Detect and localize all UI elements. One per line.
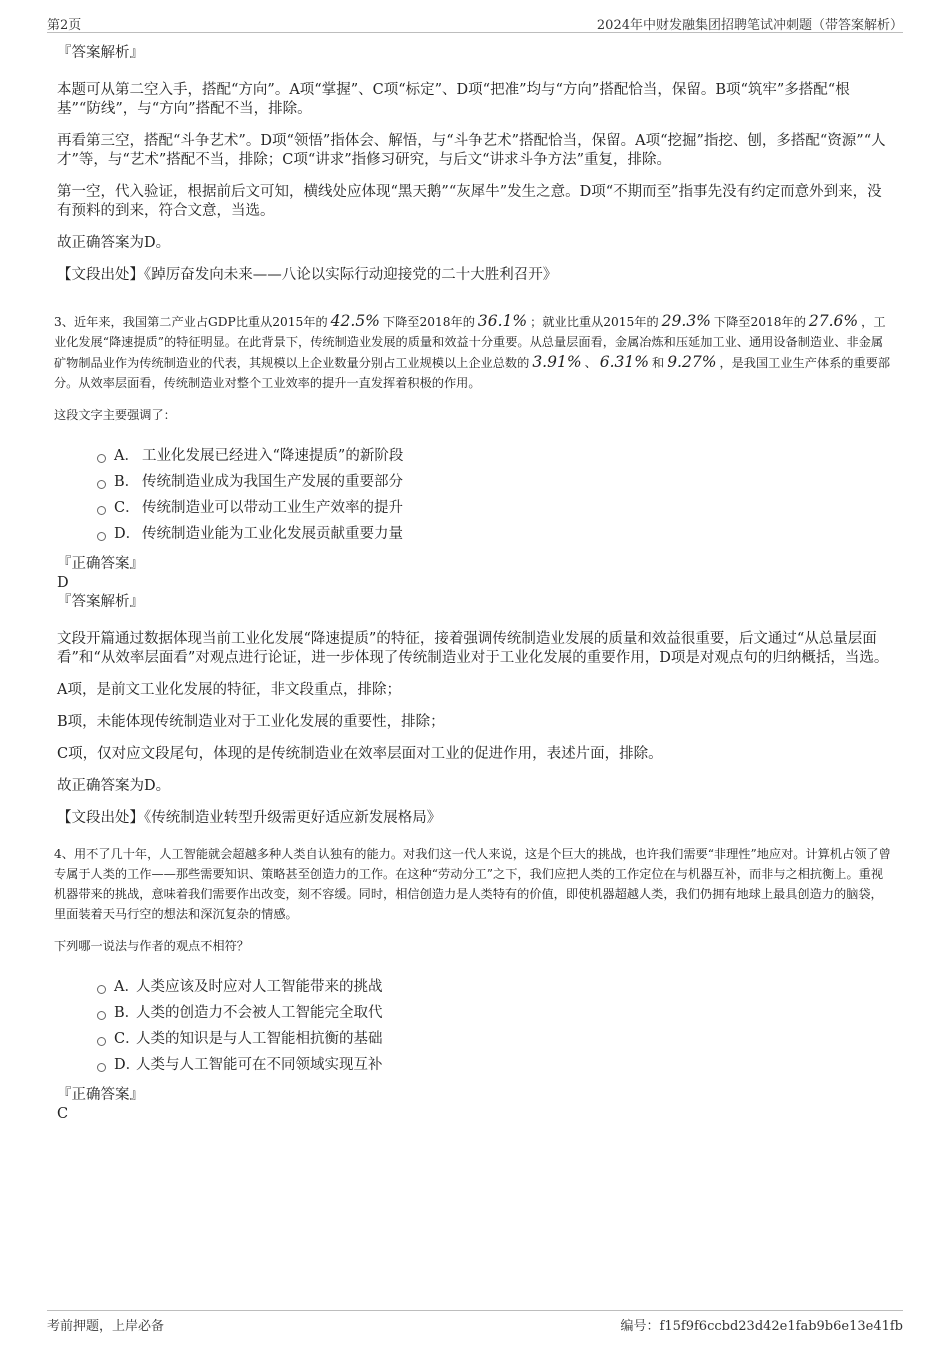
q3-analysis-label: 『答案解析』 [57,594,144,610]
radio-icon[interactable] [97,985,106,994]
q3-option-a[interactable] [97,443,892,469]
q3-analysis-para-4: C项，仅对应文段尾句，体现的是传统制造业在效率层面对工业的促进作用，表述片面，排除。 [57,746,663,762]
q4-answer: C [57,1106,69,1122]
q4-options [97,974,892,1078]
radio-icon[interactable] [97,1011,106,1020]
q3-value: 6.31% [599,353,649,371]
option-text: 工业化发展已经进入“降速提质”的新阶段 [142,448,404,464]
q3-analysis-para-2: A项，是前文工业化发展的特征，非文段重点，排除； [57,682,401,698]
option-key: C． [114,500,140,516]
q2-conclusion: 故正确答案为D。 [57,235,171,251]
radio-icon[interactable] [97,532,106,541]
q2-analysis-para-2: 再看第三空，搭配“斗争艺术”。D项“领悟”指体会、解悟，与“斗争艺术”搭配恰当，保留。A项“挖掘”指挖、刨，多搭配“资源”“人才”等，与“艺术”搭配不当，排除；C项“讲求”指修习研究，与后文“讲求斗争方法”重复，排除。 [57,133,886,168]
option-text: 传统制造业成为我国生产发展的重要部分 [142,474,403,490]
q2-analysis-label: 『答案解析』 [57,45,144,61]
option-key: A． [114,979,139,995]
q3-text: 下降至2018年的 [713,315,806,329]
option-text: 人类应该及时应对人工智能带来的挑战 [136,979,383,995]
option-key: C． [114,1031,140,1047]
q2-source: 【文段出处】《踔厉奋发向未来——八论以实际行动迎接党的二十大胜利召开》 [57,267,558,283]
page-number: 第2页 [47,18,82,33]
q3-answer-label: 『正确答案』 [57,556,144,572]
option-key: B． [114,474,140,490]
q2-analysis-para-3: 第一空，代入验证，根据前后文可知，横线处应体现“黑天鹅”“灰犀牛”发生之意。D项“不期而至”指事先没有约定而意外到来，没有预料的到来，符合文意，当选。 [57,184,882,219]
q3-source: 【文段出处】《传统制造业转型升级需更好适应新发展格局》 [57,810,442,826]
page-header [47,12,903,33]
q3-text: ，是我国工业生产体系的重要部分。从效率层面看，传统制造业对整个工业效率的提升一直发挥着积极的作用。 [54,356,891,390]
q3-options [97,443,892,547]
q3-analysis-para-3: B项，未能体现传统制造业对于工业化发展的重要性，排除； [57,714,445,730]
q3-text: 下降至2018年的 [382,315,475,329]
option-text: 人类的知识是与人工智能相抗衡的基础 [136,1031,383,1047]
option-key: D． [114,1057,141,1073]
q4-answer-label: 『正确答案』 [57,1087,144,1103]
q3-text: 3、近年来，我国第二产业占GDP比重从2015年的 [54,315,328,329]
radio-icon[interactable] [97,506,106,515]
q4-stem: 4、用不了几十年，人工智能就会超越多种人类自认独有的能力。对我们这一代人来说，这是个巨大的挑战，也许我们需要“非理性”地应对。计算机占领了曾专属于人类的工作——那些需要知识、策略甚至创造力的工作。在这种“劳动分工”之下，我们应把人类的工作定位在与机器互补，而非与之相抗衡上。重视机器带来的挑战，意味着我们需要作出改变，刻不容缓。同时，相信创造力是人类特有的价值，即使机器超越人类，我们仍拥有地球上最具创造力的脑袋，里面装着天马行空的想法和深沉复杂的情感。 [54,847,891,921]
q3-value: 36.1% [477,312,528,330]
option-text: 人类的创造力不会被人工智能完全取代 [136,1005,383,1021]
q4-option-b[interactable] [97,1000,892,1026]
option-key: B． [114,1005,140,1021]
q3-option-d[interactable] [97,521,892,547]
q3-text: ；就业比重从2015年的 [530,315,659,329]
q3-value: 29.3% [661,312,711,330]
q3-value: 42.5% [330,312,380,330]
q3-option-b[interactable] [97,469,892,495]
option-key: D． [114,526,141,542]
option-text: 人类与人工智能可在不同领域实现互补 [136,1057,383,1073]
option-text: 传统制造业可以带动工业生产效率的提升 [142,500,403,516]
q3-text: ，工业化发展“降速提质”的特征明显。在此背景下，传统制造业发展的质量和效益十分重要。从总量层面看，金属冶炼和压延加工业、通用设备制造业、非金属矿物制品业作为传统制造业的代表，其规模以上企业数量分别占工业规模以上企业总数的 [54,315,886,370]
q3-conclusion: 故正确答案为D。 [57,778,171,794]
q3-stem [54,311,892,393]
q4-option-a[interactable] [97,974,892,1000]
page-content [54,44,892,1124]
q4-question: 下列哪一说法与作者的观点不相符？ [54,939,249,953]
q3-text: 、 [584,356,597,370]
radio-icon[interactable] [97,480,106,489]
q2-analysis-para-1: 本题可从第二空入手，搭配“方向”。A项“掌握”、C项“标定”、D项“把准”均与“方向”搭配恰当，保留。B项“筑牢”多搭配“根基”“防线”，与“方向”搭配不当，排除。 [57,82,850,117]
option-key: A． [114,448,139,464]
radio-icon[interactable] [97,1063,106,1072]
document-id: 编号：f15f9f6ccbd23d42e1fab9b6e13e41fb [620,1319,903,1334]
page-footer [47,1310,903,1335]
document-title: 2024年中财发融集团招聘笔试冲刺题（带答案解析） [596,18,903,33]
q4-option-d[interactable] [97,1052,892,1078]
q3-text: 和 [652,356,665,370]
radio-icon[interactable] [97,1037,106,1046]
q3-value: 3.91% [532,353,582,371]
footer-slogan: 考前押题，上岸必备 [47,1319,165,1334]
q3-question: 这段文字主要强调了： [54,408,176,422]
q3-analysis-para-1: 文段开篇通过数据体现当前工业化发展“降速提质”的特征，接着强调传统制造业发展的质量和效益很重要，后文通过“从总量层面看”和“从效率层面看”对观点进行论证，进一步体现了传统制造业对于工业化发展的重要作用，D项是对观点句的归纳概括，当选。 [57,631,889,666]
q3-option-c[interactable] [97,495,892,521]
q4-option-c[interactable] [97,1026,892,1052]
option-text: 传统制造业能为工业化发展贡献重要力量 [142,526,403,542]
q3-value: 9.27% [667,353,717,371]
q3-answer: D [57,575,69,591]
q3-value: 27.6% [808,312,859,330]
radio-icon[interactable] [97,454,106,463]
